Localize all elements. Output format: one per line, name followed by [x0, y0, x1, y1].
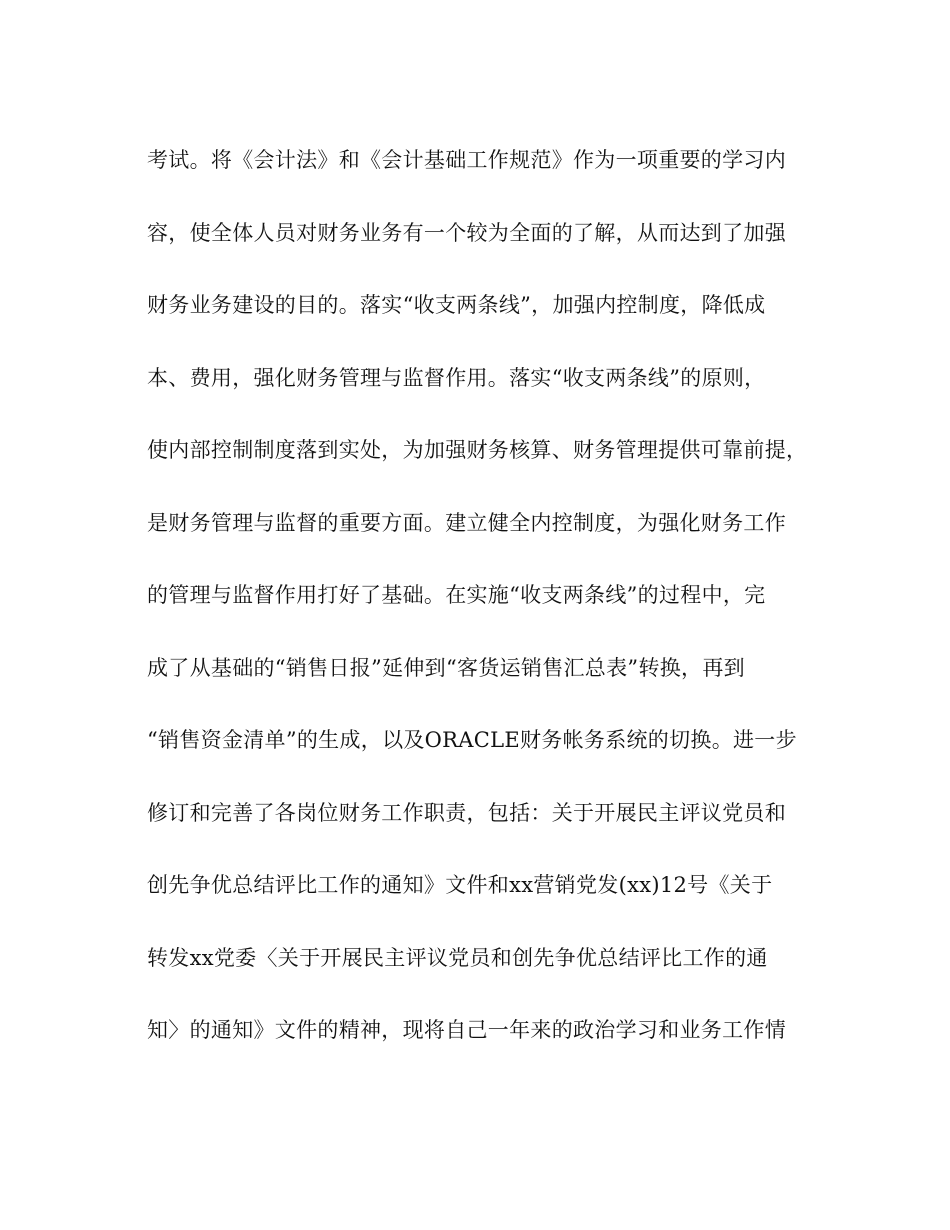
text-line: 成了从基础的“销售日报”延伸到“客货运销售汇总表”转换，再到	[147, 655, 745, 680]
text-line: 的管理与监督作用打好了基础。在实施“收支两条线”的过程中，完	[147, 583, 766, 607]
text-line: 考试。将《会计法》和《会计基础工作规范》作为一项重要的学习内	[147, 148, 786, 172]
text-line: 本、费用，强化财务管理与监督作用。落实“收支两条线”的原则，	[147, 365, 766, 390]
text-line: 转发xx党委〈关于开展民主评议党员和创先争优总结评比工作的通	[147, 945, 768, 970]
body-text	[147, 140, 807, 1083]
text-line: 容，使全体人员对财务业务有一个较为全面的了解，从而达到了加强	[147, 220, 786, 245]
text-line: 修订和完善了各岗位财务工作职责，包括：关于开展民主评议党员和	[147, 800, 786, 825]
text-line: 使内部控制制度落到实处，为加强财务核算、财务管理提供可靠前提，	[147, 438, 808, 462]
text-line: 创先争优总结评比工作的通知》文件和xx营销党发(xx)12号《关于	[147, 873, 773, 897]
text-line: “销售资金清单”的生成，以及ORACLE财务帐务系统的切换。进一步	[147, 728, 797, 752]
text-line: 知〉的通知》文件的精神，现将自己一年来的政治学习和业务工作情	[147, 1018, 786, 1042]
text-line: 是财务管理与监督的重要方面。建立健全内控制度，为强化财务工作	[147, 510, 786, 535]
text-line: 财务业务建设的目的。落实“收支两条线”，加强内控制度，降低成	[147, 293, 766, 317]
